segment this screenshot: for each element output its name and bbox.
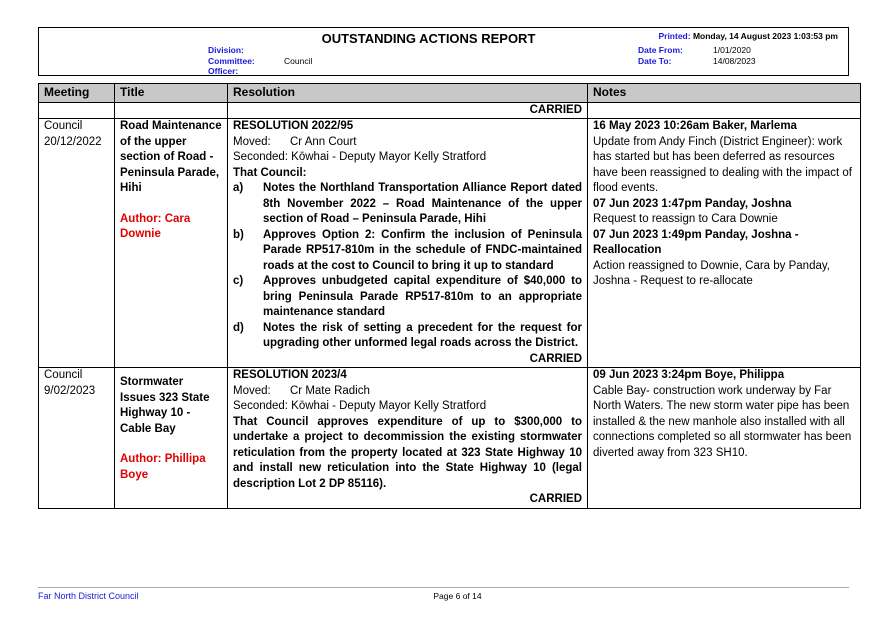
note-heading: 07 Jun 2023 1:49pm Panday, Joshna - Reallocation	[593, 228, 799, 256]
item-text: Notes the risk of setting a precedent for the request for upgrading other unformed legal roads across the District.	[263, 321, 582, 349]
printed-label: Printed:	[658, 31, 691, 41]
table-row	[39, 119, 861, 368]
note-heading: 07 Jun 2023 1:47pm Panday, Joshna	[593, 197, 792, 210]
item-letter: b)	[233, 228, 244, 241]
resolution-item	[233, 274, 582, 321]
date-from-label: Date From:	[638, 45, 683, 55]
table-row	[39, 368, 861, 509]
page-number: Page 6 of 14	[433, 591, 482, 601]
resolution-intro: That Council:	[233, 166, 307, 179]
actions-table	[38, 83, 861, 509]
footer-organisation: Far North District Council	[38, 591, 139, 601]
note-heading: 09 Jun 2023 3:24pm Boye, Philippa	[593, 369, 785, 381]
report-title: OUTSTANDING ACTIONS REPORT	[321, 31, 536, 46]
title-cell	[115, 119, 228, 368]
report-header	[38, 27, 849, 76]
carried-label: CARRIED	[529, 352, 582, 365]
printed-value: Monday, 14 August 2023 1:03:53 pm	[692, 31, 838, 41]
resolution-heading: RESOLUTION 2022/95	[233, 120, 354, 132]
note-body: Action reassigned to Downie, Cara by Panday, Joshna - Request to re-allocate	[593, 259, 830, 287]
resolution-item	[233, 321, 582, 352]
resolution-heading: RESOLUTION 2023/4	[233, 369, 347, 381]
note-heading: 16 May 2023 10:26am Baker, Marlema	[593, 120, 797, 132]
note-body: Cable Bay- construction work underway by Far North Waters. The new storm water pipe has been installed & the new manhole also installed with all connections completed so all stormwater has been diverted away from 323 SH10.	[593, 384, 852, 459]
note-body: Request to reassign to Cara Downie	[593, 213, 778, 225]
header-title: Title	[115, 84, 228, 103]
cell-empty	[39, 102, 115, 119]
carried-label: CARRIED	[529, 493, 582, 505]
seconded-line: Seconded: Kōwhai - Deputy Mayor Kelly Stratford	[233, 400, 487, 412]
carried-label: CARRIED	[228, 102, 588, 119]
header-meeting: Meeting	[39, 84, 115, 103]
meeting-cell: Council 9/02/2023	[39, 368, 115, 509]
moved-value: Cr Ann Court	[290, 135, 357, 148]
moved-label: Moved:	[233, 384, 271, 397]
resolution-item	[233, 181, 582, 228]
seconded-line: Seconded: Kōwhai - Deputy Mayor Kelly Stratford	[233, 151, 487, 163]
item-text: Approves unbudgeted capital expenditure of $40,000 to bring Peninsula Parade RP517-810m to an appropriate maintenance standard	[263, 275, 582, 318]
moved-value: Cr Mate Radich	[290, 384, 370, 397]
item-text: Notes the Northland Transportation Alliance Report dated 8th November 2022 – Road Maintenance of the upper section of Road – Peninsula Parade, Hihi	[263, 182, 582, 225]
officer-label: Officer:	[208, 66, 239, 76]
item-letter: a)	[233, 182, 244, 194]
table-header-row	[39, 84, 861, 103]
date-to-value: 14/08/2023	[713, 56, 756, 66]
moved-label: Moved:	[233, 135, 271, 148]
date-to-label: Date To:	[638, 56, 672, 66]
action-title: Road Maintenance of the upper section of Road - Peninsula Parade, Hihi	[120, 120, 222, 194]
resolution-cell	[228, 368, 588, 509]
committee-value: Council	[284, 56, 313, 66]
item-text: Approves Option 2: Confirm the inclusion of Peninsula Parade RP517-810m in the schedule of FNDC-maintained roads at the cost to Council to bring it up to standard	[263, 228, 582, 272]
action-title: Stormwater Issues 323 State Highway 10 - Cable Bay	[120, 376, 210, 435]
table-row-continuation	[39, 102, 861, 119]
footer-divider	[38, 587, 849, 588]
meeting-cell: Council 20/12/2022	[39, 119, 115, 368]
title-cell	[115, 368, 228, 509]
item-letter: c)	[233, 275, 244, 287]
committee-label: Committee:	[208, 56, 255, 66]
item-letter: d)	[233, 321, 244, 334]
moved-line	[233, 384, 582, 400]
action-author: Author: Cara Downie	[120, 212, 191, 240]
notes-cell	[588, 368, 861, 509]
header-resolution: Resolution	[228, 84, 588, 103]
resolution-body: That Council approves expenditure of up to $300,000 to undertake a project to decommission the existing stormwater reticulation from the property located at 323 State Highway 10 and install new reticulation into the State Highway 10 (legal description Lot 2 DP 85116).	[233, 415, 582, 490]
header-notes: Notes	[588, 84, 861, 103]
note-body: Update from Andy Finch (District Engineer): work has started but has been deferred as resources have been reassigned to dealing with the impact of flood events.	[593, 135, 852, 194]
action-author: Author: Phillipa Boye	[120, 453, 206, 481]
moved-line	[233, 135, 582, 151]
division-label: Division:	[208, 45, 244, 55]
date-from-value: 1/01/2020	[713, 45, 751, 55]
cell-empty	[115, 102, 228, 119]
printed-timestamp	[658, 31, 838, 41]
notes-cell	[588, 119, 861, 368]
resolution-cell	[228, 119, 588, 368]
resolution-item	[233, 228, 582, 275]
cell-empty	[588, 102, 861, 119]
